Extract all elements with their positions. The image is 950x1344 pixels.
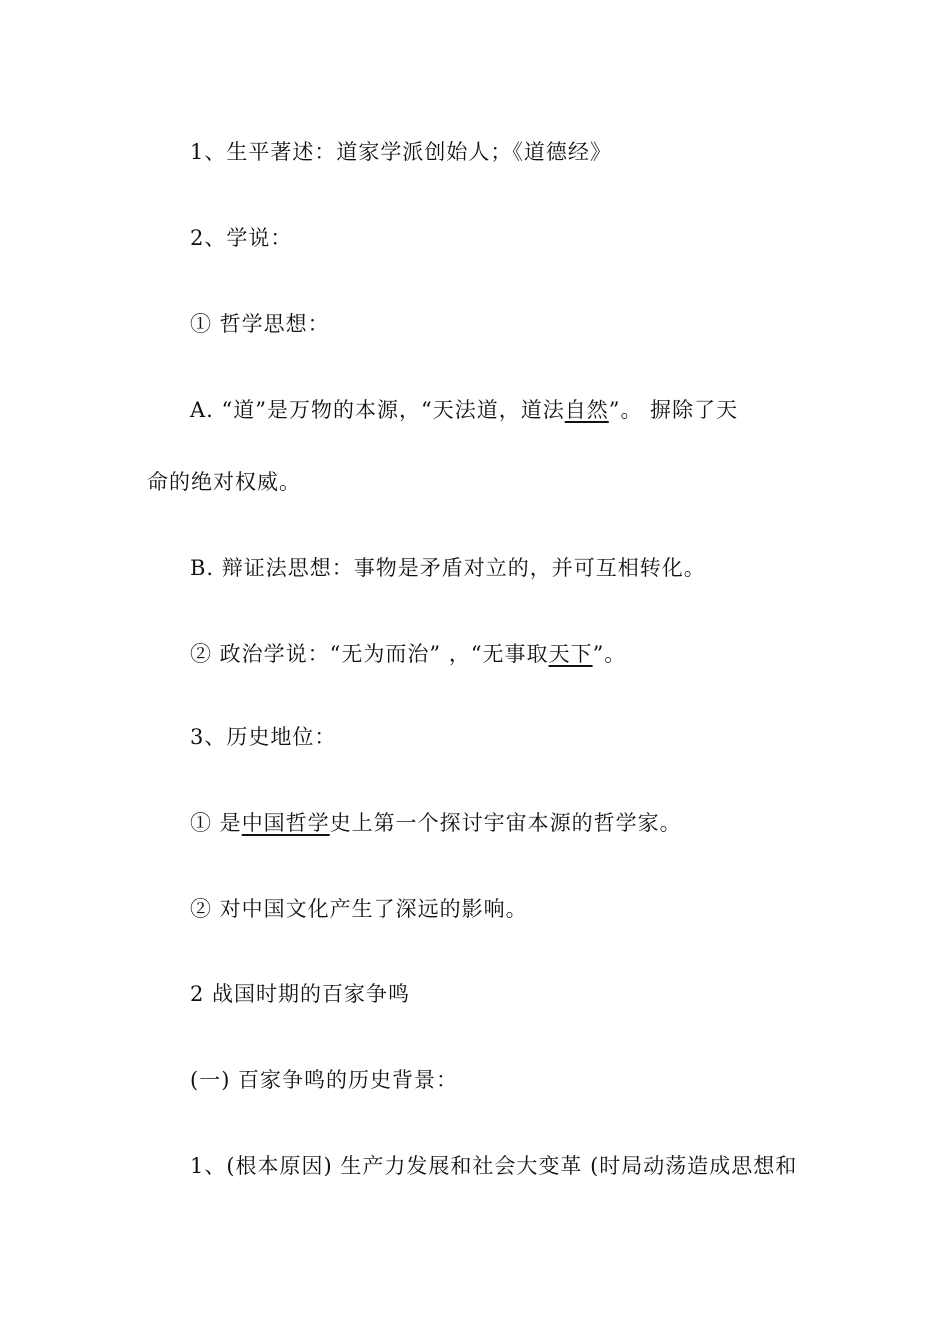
text-line	[190, 639, 626, 669]
text-segment: 史上第一个探讨宇宙本源的哲学家。	[329, 811, 682, 835]
text-line: B. 辩证法思想：事物是矛盾对立的，并可互相转化。	[190, 556, 706, 580]
underlined-link[interactable]: 天下	[548, 642, 593, 666]
text-line: 1、生平著述：道家学派创始人；《道德经》	[190, 140, 612, 164]
text-line	[190, 395, 738, 425]
subsection-heading: (一) 百家争鸣的历史背景：	[190, 1068, 459, 1092]
section-heading: 2 战国时期的百家争鸣	[190, 982, 411, 1006]
text-line: 1、(根本原因) 生产力发展和社会大变革 (时局动荡造成思想和	[190, 1154, 798, 1178]
text-segment: ② 政治学说：“无为而治” ，“无事取	[190, 642, 549, 666]
text-line	[190, 808, 682, 838]
text-segment: ① 是	[190, 811, 242, 835]
text-segment: ”。 摒除了天	[608, 398, 739, 422]
underlined-link[interactable]: 中国哲学	[241, 811, 330, 835]
text-line: 命的绝对权威。	[147, 470, 301, 494]
text-line: 3、历史地位：	[190, 725, 337, 749]
text-line: ① 哲学思想：	[190, 312, 330, 336]
text-line: 2、学说：	[190, 226, 293, 250]
text-segment: A. “道”是万物的本源，“天法道，道法	[190, 398, 565, 422]
underlined-link[interactable]: 自然	[564, 398, 609, 422]
text-line: ② 对中国文化产生了深远的影响。	[190, 897, 528, 921]
text-segment: ”。	[592, 642, 627, 666]
